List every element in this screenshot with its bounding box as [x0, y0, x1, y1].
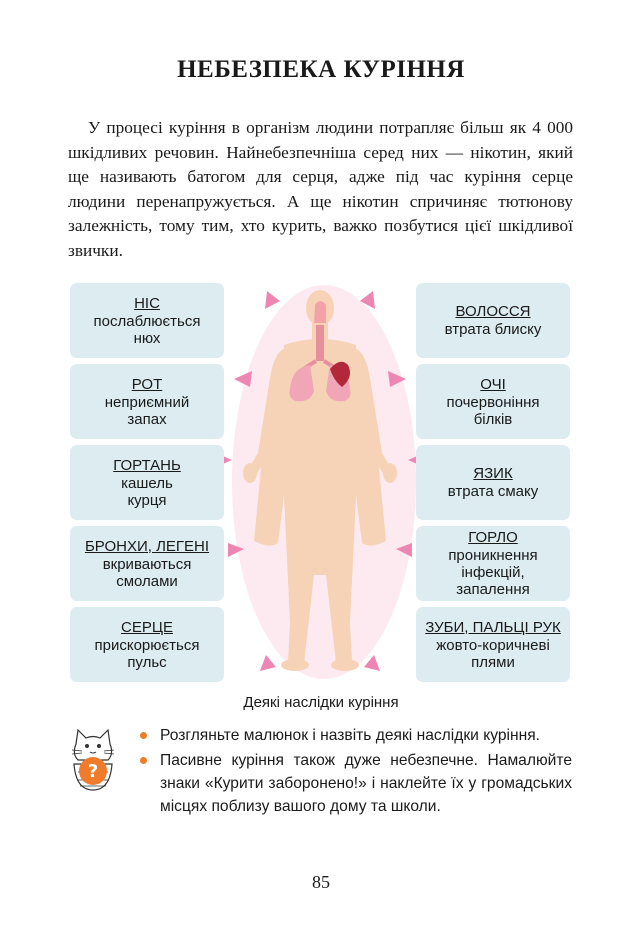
- effect-text: втрата смаку: [447, 483, 539, 500]
- effect-organ: ЯЗИК: [473, 465, 513, 482]
- page-number: 85: [312, 872, 330, 892]
- effect-text: почервоніння білків: [446, 393, 540, 428]
- effect-organ: ГОРТАНЬ: [113, 456, 181, 474]
- effect-box-throat: [416, 526, 570, 601]
- effect-organ: ГОРЛО: [468, 529, 518, 546]
- effect-organ: НІС: [134, 294, 160, 312]
- effect-organ: ЗУБИ, ПАЛЬЦІ РУК: [425, 618, 561, 636]
- effect-box-heart: [70, 607, 224, 682]
- task-list: [140, 724, 572, 820]
- arrow-hair: [360, 291, 375, 309]
- effect-box-nose: [70, 283, 224, 358]
- task-item: [140, 724, 572, 747]
- effect-text: прискорюється пульс: [94, 636, 200, 671]
- effect-organ: СЕРЦЕ: [121, 618, 173, 636]
- effect-box-eyes: [416, 364, 570, 439]
- arrow-teeth: [364, 655, 380, 671]
- effect-box-teeth-fingers: [416, 607, 570, 682]
- effect-text: проникнення інфекцій, запалення: [448, 547, 538, 598]
- question-badge: ?: [87, 761, 99, 782]
- effect-text: вкриваються смолами: [102, 555, 192, 590]
- smoking-effects-figure: [70, 283, 570, 683]
- figure-caption: Деякі наслідки куріння: [243, 694, 399, 711]
- arrow-lungs: [228, 543, 244, 557]
- bullet-icon: [140, 732, 147, 739]
- page-title: НЕБЕЗПЕКА КУРІННЯ: [177, 56, 465, 83]
- effect-organ: ОЧІ: [480, 375, 506, 393]
- arrow-throat: [396, 543, 412, 557]
- arrow-nose: [265, 291, 280, 309]
- effect-box-bronchi-lungs: [70, 526, 224, 601]
- effect-organ: ВОЛОССЯ: [455, 303, 531, 320]
- task-item: [140, 749, 572, 818]
- effect-organ: РОТ: [131, 375, 163, 393]
- task-text: Пасивне куріння також дуже небезпечне. Намалюйте знаки «Курити заборонено!» і наклейте їх у громадських місцях поблизу вашого дому та школи.: [160, 752, 572, 815]
- effect-box-hair: [416, 283, 570, 358]
- arrow-heart: [260, 655, 276, 671]
- effect-text: неприємний запах: [104, 393, 190, 428]
- question-cat-icon: [68, 724, 118, 794]
- arrow-mouth: [234, 371, 252, 387]
- arrow-eyes: [388, 371, 406, 387]
- effect-text: жовто-коричневі плями: [436, 636, 550, 671]
- effect-organ: БРОНХИ, ЛЕГЕНІ: [84, 537, 210, 555]
- effect-text: втрата блиску: [444, 321, 542, 338]
- intro-paragraph: У процесі куріння в організм людини потрапляє більш як 4 000 шкідливих речовин. Найнебезпечніша серед них — нікотин, який ще називають батогом для серця, адже під час куріння серце людини перенапружується. А ще нікотин спричиняє тютюнову залежність, тому тим, хто курить, важко позбутися цієї шкідливої звички.: [68, 118, 573, 260]
- effect-box-larynx: [70, 445, 224, 520]
- effect-text: кашель курця: [121, 474, 173, 509]
- task-text: Розгляньте малюнок і назвіть деякі наслідки куріння.: [160, 727, 540, 744]
- bullet-icon: [140, 757, 147, 764]
- effect-box-tongue: [416, 445, 570, 520]
- effect-text: послаблюється нюх: [93, 312, 201, 347]
- effect-box-mouth: [70, 364, 224, 439]
